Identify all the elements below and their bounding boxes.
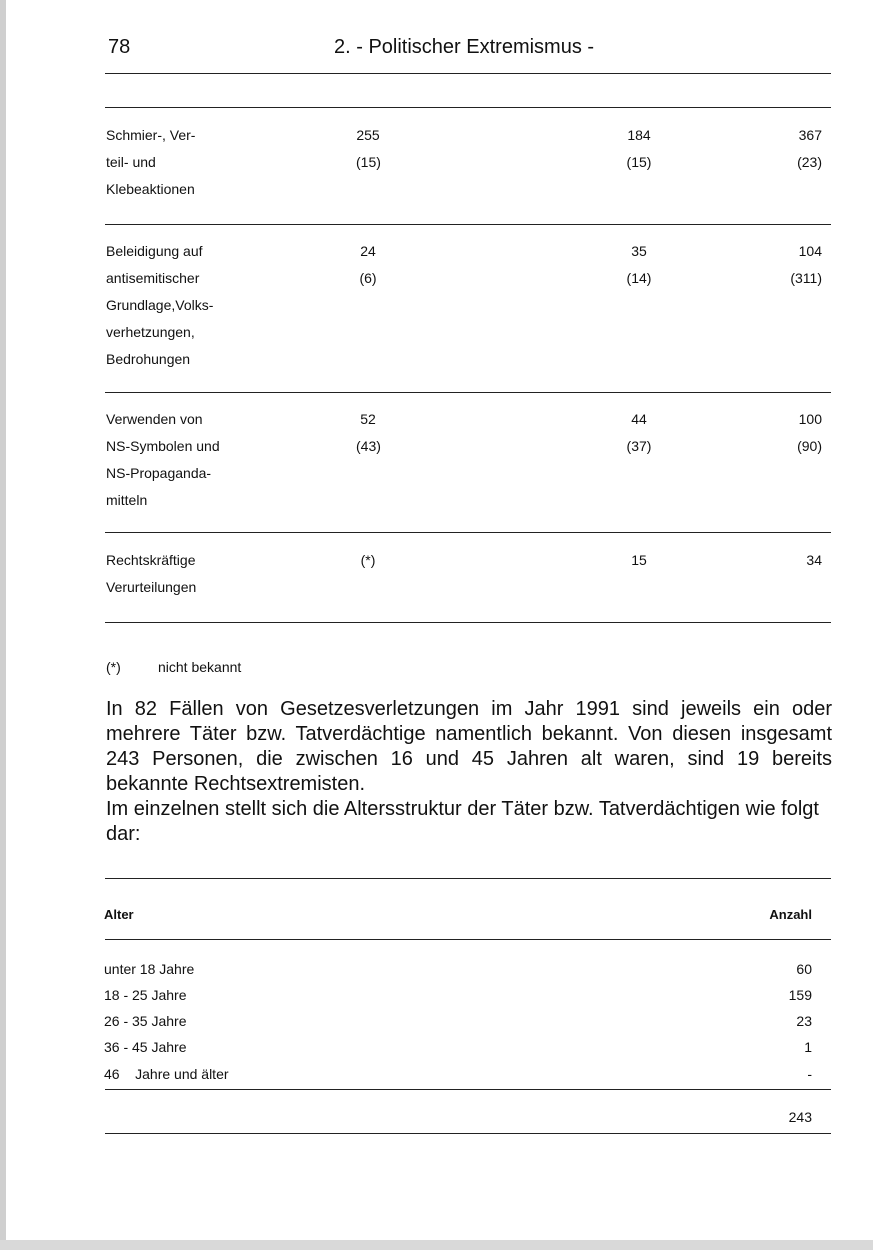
age-row-label: 46 Jahre und älter (104, 1066, 229, 1082)
paragraph-1: In 82 Fällen von Gesetzesverletzungen im Jahr 1991 sind jeweils ein oder mehrere Täter bzw. Tatverdächtige namentlich bekannt. Von diesen insgesamt 243 Personen, die zwischen 16 und 45 Jahren alt waren, sind 19 bereits bekannte Rechtsextremisten. (106, 698, 832, 795)
page-bottom-edge-shadow (0, 1240, 873, 1250)
offense-row-col3: 104 (311) (790, 243, 822, 286)
age-row-label: 36 - 45 Jahre (104, 1039, 187, 1055)
offense-row-col2: 184 (15) (626, 127, 652, 170)
age-total: 243 (788, 1109, 812, 1125)
offense-row-col2: 44 (37) (626, 411, 652, 454)
offense-row-col1: 52 (43) (356, 411, 381, 454)
age-row-count: 60 (796, 961, 812, 977)
age-column-header: Alter (104, 907, 134, 922)
paragraph-2: Im einzelnen stellt sich die Altersstruktur der Täter bzw. Tatverdächtigen wie folgt dar: (106, 798, 819, 845)
offense-row-label: Beleidigung auf antisemitischer Grundlage,Volks- verhetzungen, Bedrohungen (106, 243, 214, 367)
offense-row-label: Verwenden von NS-Symbolen und NS-Propaganda- mitteln (106, 411, 220, 508)
page-number: 78 (108, 36, 131, 58)
offense-row-col1: 255 (15) (356, 127, 381, 170)
running-head: 2. - Politischer Extremismus - (334, 36, 595, 58)
age-header-rule (105, 939, 831, 940)
offense-row-col1: 24 (6) (359, 243, 377, 286)
age-row-label: unter 18 Jahre (104, 961, 195, 977)
offense-row-col2: 15 (631, 552, 647, 568)
offense-row-col2: 35 (14) (626, 243, 652, 286)
table-top-rule (105, 107, 831, 108)
table-bottom-rule (105, 622, 831, 623)
offense-row-label: Schmier-, Ver- teil- und Klebeaktionen (106, 127, 196, 197)
page-left-edge-shadow (0, 0, 6, 1250)
row-divider (105, 224, 831, 225)
row-divider (105, 532, 831, 533)
header-rule (105, 73, 831, 74)
age-table-bottom-rule (105, 1133, 831, 1134)
offense-row-label: Rechtskräftige Verurteilungen (106, 552, 197, 595)
footnote-mark: (*) (106, 659, 121, 675)
count-column-header: Anzahl (769, 907, 812, 922)
row-divider (105, 392, 831, 393)
offense-row-col3: 100 (90) (797, 411, 822, 454)
age-row-count: - (807, 1066, 812, 1082)
age-row-label: 26 - 35 Jahre (104, 1013, 187, 1029)
age-row-count: 23 (796, 1013, 812, 1029)
age-table-top-rule (105, 878, 831, 879)
footnote-text: nicht bekannt (158, 659, 242, 675)
offense-row-col3: 34 (806, 552, 822, 568)
age-row-count: 1 (804, 1039, 812, 1055)
age-row-count: 159 (788, 987, 812, 1003)
body-text (106, 697, 832, 847)
age-total-rule (105, 1089, 831, 1090)
offense-row-col3: 367 (23) (797, 127, 822, 170)
age-row-label: 18 - 25 Jahre (104, 987, 187, 1003)
offense-row-col1: (*) (360, 552, 376, 568)
